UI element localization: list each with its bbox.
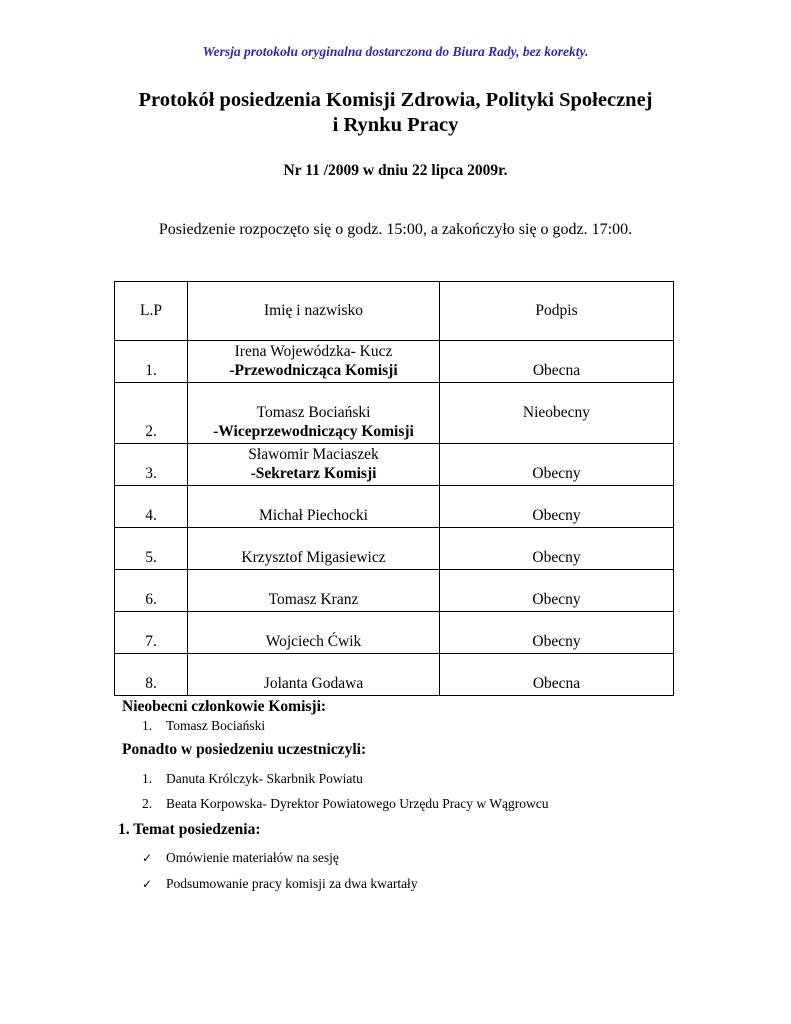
row-lp: 6. bbox=[115, 570, 188, 612]
draft-note: Wersja protokołu oryginalna dostarczona do Biura Rady, bez korekty. bbox=[202, 44, 589, 59]
header-signature: Podpis bbox=[440, 282, 674, 341]
table-row bbox=[115, 570, 674, 612]
row-lp: 1. bbox=[115, 341, 188, 383]
row-signature: Obecny bbox=[440, 570, 674, 612]
row-lp: 5. bbox=[115, 528, 188, 570]
row-name: Irena Wojewódzka- Kucz bbox=[234, 343, 393, 360]
header-name: Imię i nazwisko bbox=[188, 282, 440, 341]
list-item bbox=[142, 876, 418, 892]
row-role: -Sekretarz Komisji bbox=[250, 465, 377, 482]
table-row bbox=[115, 383, 674, 444]
title-line-2: i Rynku Pracy bbox=[332, 114, 459, 136]
row-signature: Obecna bbox=[440, 654, 674, 696]
row-lp: 7. bbox=[115, 612, 188, 654]
header-lp: L.P bbox=[115, 282, 188, 341]
row-signature: Obecna bbox=[440, 341, 674, 383]
list-item-number: 2. bbox=[142, 796, 153, 811]
row-name: Jolanta Godawa bbox=[188, 654, 440, 696]
row-role: -Przewodnicząca Komisji bbox=[229, 362, 398, 379]
list-item-text: Danuta Królczyk- Skarbnik Powiatu bbox=[166, 771, 363, 786]
row-name: Tomasz Bociański bbox=[256, 404, 371, 421]
list-item bbox=[142, 718, 265, 734]
absent-heading: Nieobecni członkowie Komisji: bbox=[122, 698, 327, 715]
document-title bbox=[0, 88, 791, 138]
row-signature: Obecny bbox=[440, 528, 674, 570]
table-row bbox=[115, 444, 674, 486]
participants-heading: Ponadto w posiedzeniu uczestniczyli: bbox=[122, 741, 367, 758]
attendance-table bbox=[114, 281, 674, 696]
row-signature: Obecny bbox=[440, 612, 674, 654]
list-item-text: Beata Korpowska- Dyrektor Powiatowego Urzędu Pracy w Wągrowcu bbox=[166, 796, 549, 811]
row-lp: 8. bbox=[115, 654, 188, 696]
row-name: Sławomir Maciaszek bbox=[248, 446, 379, 463]
table-row bbox=[115, 654, 674, 696]
row-name: Tomasz Kranz bbox=[188, 570, 440, 612]
row-lp: 2. bbox=[115, 383, 188, 444]
list-item bbox=[142, 850, 339, 866]
row-name-cell bbox=[188, 383, 440, 444]
protocol-number: Nr 11 /2009 w dniu 22 lipca 2009r. bbox=[283, 162, 508, 179]
row-signature: Obecny bbox=[440, 486, 674, 528]
row-name-cell bbox=[188, 444, 440, 486]
topic-heading: 1. Temat posiedzenia: bbox=[118, 821, 261, 838]
row-name: Michał Piechocki bbox=[188, 486, 440, 528]
row-lp: 4. bbox=[115, 486, 188, 528]
list-item-text: Omówienie materiałów na sesję bbox=[166, 850, 339, 865]
row-signature: Nieobecny bbox=[440, 383, 674, 444]
row-name: Krzysztof Migasiewicz bbox=[188, 528, 440, 570]
table-row bbox=[115, 341, 674, 383]
list-item-text: Tomasz Bociański bbox=[166, 718, 266, 733]
checkmark-icon: ✓ bbox=[142, 877, 153, 891]
row-signature: Obecny bbox=[440, 444, 674, 486]
table-header-row bbox=[115, 282, 674, 341]
row-role: -Wiceprzewodniczący Komisji bbox=[213, 423, 414, 440]
table-row bbox=[115, 528, 674, 570]
list-item-number: 1. bbox=[142, 718, 153, 733]
row-lp: 3. bbox=[115, 444, 188, 486]
row-name-cell bbox=[188, 341, 440, 383]
table-row bbox=[115, 612, 674, 654]
row-name: Wojciech Ćwik bbox=[188, 612, 440, 654]
list-item bbox=[142, 796, 549, 812]
session-time: Posiedzenie rozpoczęto się o godz. 15:00, a zakończyło się o godz. 17:00. bbox=[158, 221, 633, 238]
list-item bbox=[142, 771, 363, 787]
checkmark-icon: ✓ bbox=[142, 851, 153, 865]
title-line-1: Protokół posiedzenia Komisji Zdrowia, Polityki Społecznej bbox=[138, 89, 653, 111]
list-item-number: 1. bbox=[142, 771, 153, 786]
table-row bbox=[115, 486, 674, 528]
list-item-text: Podsumowanie pracy komisji za dwa kwartały bbox=[166, 876, 418, 891]
